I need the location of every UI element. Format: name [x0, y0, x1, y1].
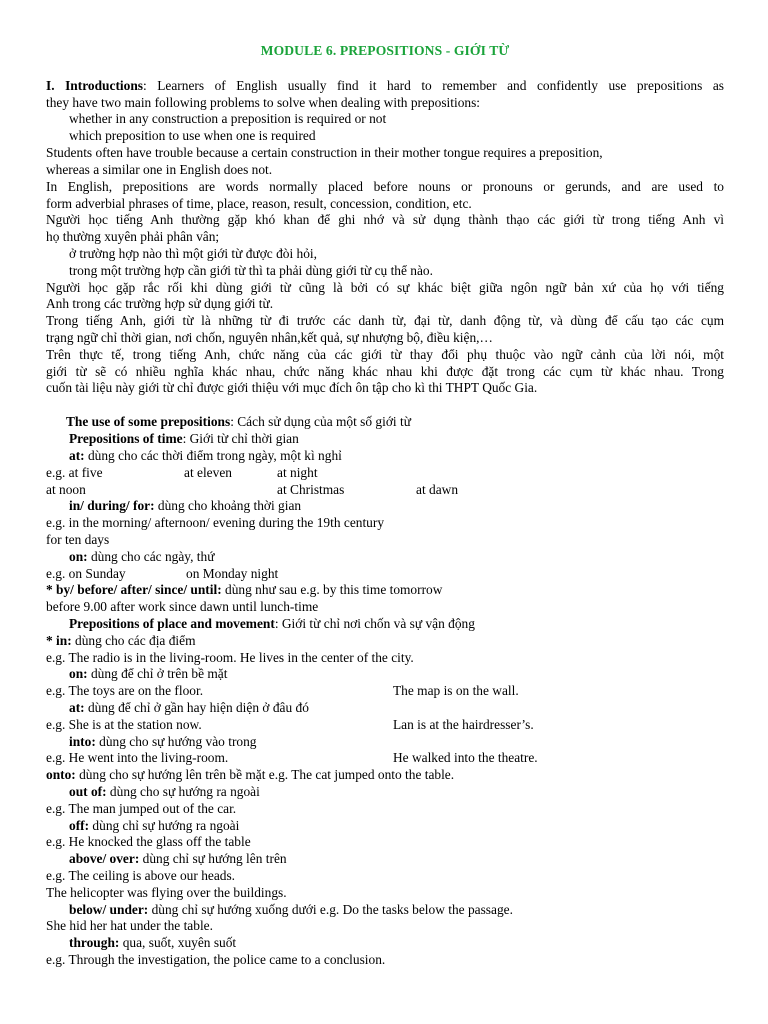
intro-line-18: giới từ sẽ có nhiều nghĩa khác nhau, chức năng khác nhau khi được đặt trong các cụm từ khác nhau. Trong [46, 364, 724, 379]
time-at-desc: dùng cho các thời điểm trong ngày, một kì nghỉ [84, 448, 342, 463]
place-through-label: through: [69, 935, 120, 950]
place-above-line [69, 851, 287, 867]
intro-heading: I. Introductions [46, 78, 143, 93]
time-by-desc: dùng như sau e.g. by this time tomorrow [221, 582, 443, 597]
by-example: before 9.00 after work since dawn until lunch-time [46, 599, 319, 614]
intro-line-5: Students often have trouble because a certain construction in their mother tongue requires a preposition, [46, 145, 603, 160]
at-example-2c: at dawn [416, 482, 459, 497]
place-on-desc: dùng để chỉ ở trên bề mặt [87, 666, 228, 681]
place-at-desc: dùng để chỉ ở gần hay hiện diện ở đâu đó [84, 700, 309, 715]
place-outof-line [69, 784, 260, 800]
place-into-example-a: e.g. He went into the living-room. [46, 750, 229, 765]
place-below-example: She hid her hat under the table. [46, 918, 213, 933]
at-example-2a: at noon [46, 482, 86, 497]
place-on-label: on: [69, 666, 88, 681]
intro-line-6: whereas a similar one in English does not. [46, 162, 273, 177]
at-example-2b: at Christmas [277, 482, 345, 497]
time-on-desc: dùng cho các ngày, thứ [87, 549, 215, 564]
place-into-line [69, 734, 257, 750]
use-heading-line [66, 414, 411, 430]
intro-line-11: ở trường hợp nào thì một giới từ được đòi hỏi, [69, 246, 317, 261]
time-at-label: at: [69, 448, 85, 463]
place-off-desc: dùng chỉ sự hướng ra ngoài [89, 818, 240, 833]
place-below-desc: dùng chỉ sự hướng xuống dưới e.g. Do the tasks below the passage. [148, 902, 513, 917]
place-heading: Prepositions of place and movement [69, 616, 275, 631]
use-heading-rest: : Cách sử dụng của một số giới từ [230, 414, 411, 429]
place-in-line [46, 633, 196, 649]
place-on-line [69, 666, 227, 682]
at-example-1a: e.g. at five [46, 465, 103, 480]
place-into-label: into: [69, 734, 96, 749]
place-outof-label: out of: [69, 784, 107, 799]
intro-line-2: they have two main following problems to solve when dealing with prepositions: [46, 95, 481, 110]
intro-line-10: họ thường xuyên phải phân vân; [46, 229, 220, 244]
time-in-line [69, 498, 301, 514]
intro-line-7: In English, prepositions are words normally placed before nouns or pronouns or gerunds, and are used to [46, 179, 724, 194]
in-example-2: for ten days [46, 532, 110, 547]
place-onto-desc: dùng cho sự hướng lên trên bề mặt e.g. The cat jumped onto the table. [75, 767, 455, 782]
place-in-example: e.g. The radio is in the living-room. He lives in the center of the city. [46, 650, 414, 665]
place-above-label: above/ over: [69, 851, 140, 866]
place-onto-label: onto: [46, 767, 76, 782]
time-heading: Prepositions of time [69, 431, 183, 446]
intro-line-15: Trong tiếng Anh, giới từ là những từ đi trước các danh từ, đại từ, danh động từ, và dùng để cấu tạo các cụm [46, 313, 724, 328]
place-into-desc: dùng cho sự hướng vào trong [95, 734, 257, 749]
on-example-a: e.g. on Sunday [46, 566, 126, 581]
intro-bullet-1: whether in any construction a preposition is required or not [69, 111, 387, 126]
place-through-example: e.g. Through the investigation, the police came to a conclusion. [46, 952, 386, 967]
intro-line-17: Trên thực tế, trong tiếng Anh, chức năng của các giới từ thay đổi phụ thuộc vào ngữ cảnh của lời nói, một [46, 347, 724, 362]
place-at-example-b: Lan is at the hairdresser’s. [393, 717, 534, 732]
place-onto-line [46, 767, 454, 783]
time-on-label: on: [69, 549, 88, 564]
intro-line-1 [46, 78, 724, 94]
place-off-example: e.g. He knocked the glass off the table [46, 834, 251, 849]
place-at-label: at: [69, 700, 85, 715]
intro-line-19: cuốn tài liệu này giới từ chỉ được giới thiệu với mục đích ôn tập cho kì thi THPT Quốc Gia. [46, 380, 538, 395]
time-by-line [46, 582, 442, 598]
page-title: MODULE 6. PREPOSITIONS - GIỚI TỪ [260, 43, 510, 58]
on-example-b: on Monday night [186, 566, 279, 581]
time-in-desc: dùng cho khoảng thời gian [154, 498, 302, 513]
place-off-line [69, 818, 239, 834]
place-outof-example: e.g. The man jumped out of the car. [46, 801, 237, 816]
intro-line-13: Người học gặp rắc rối khi dùng giới từ cũng là bởi có sự khác biệt giữa ngôn ngữ bản xứ của họ với tiếng [46, 280, 724, 295]
place-on-example-a: e.g. The toys are on the floor. [46, 683, 204, 698]
place-above-example-2: The helicopter was flying over the buildings. [46, 885, 287, 900]
time-at-line [69, 448, 342, 464]
place-in-desc: dùng cho các địa điểm [71, 633, 196, 648]
place-at-line [69, 700, 309, 716]
place-on-example-b: The map is on the wall. [393, 683, 519, 698]
time-heading-rest: : Giới từ chỉ thời gian [182, 431, 299, 446]
time-on-line [69, 549, 214, 565]
intro-line-8: form adverbial phrases of time, place, reason, result, concession, condition, etc. [46, 196, 472, 211]
intro-text: : Learners of English usually find it hard to remember and confidently use prepositions as [142, 78, 724, 93]
intro-line-9: Người học tiếng Anh thường gặp khó khan để ghi nhớ và sử dụng thành thạo các giới từ trong tiếng Anh vì [46, 212, 724, 227]
use-heading: The use of some prepositions [66, 414, 231, 429]
time-heading-line [69, 431, 299, 447]
place-outof-desc: dùng cho sự hướng ra ngoài [106, 784, 260, 799]
place-off-label: off: [69, 818, 90, 833]
intro-line-16: trạng ngữ chỉ thời gian, nơi chốn, nguyên nhân,kết quả, sự nhượng bộ, điều kiện,… [46, 330, 493, 345]
at-example-1b: at eleven [184, 465, 232, 480]
place-above-desc: dùng chỉ sự hướng lên trên [139, 851, 287, 866]
time-in-label: in/ during/ for: [69, 498, 155, 513]
intro-bullet-2: which preposition to use when one is required [69, 128, 316, 143]
place-below-line [69, 902, 513, 918]
place-into-example-b: He walked into the theatre. [393, 750, 538, 765]
place-in-label: * in: [46, 633, 72, 648]
place-above-example-1: e.g. The ceiling is above our heads. [46, 868, 236, 883]
place-at-example-a: e.g. She is at the station now. [46, 717, 202, 732]
time-by-label: * by/ before/ after/ since/ until: [46, 582, 222, 597]
place-heading-line [69, 616, 475, 632]
at-example-1c: at night [277, 465, 318, 480]
intro-line-14: Anh trong các trường hợp sử dụng giới từ. [46, 296, 274, 311]
place-through-desc: qua, suốt, xuyên suốt [119, 935, 237, 950]
intro-line-12: trong một trường hợp cần giới từ thì ta phải dùng giới từ cụ thể nào. [69, 263, 433, 278]
place-through-line [69, 935, 236, 951]
place-heading-rest: : Giới từ chỉ nơi chốn và sự vận động [274, 616, 475, 631]
in-example-1: e.g. in the morning/ afternoon/ evening during the 19th century [46, 515, 385, 530]
place-below-label: below/ under: [69, 902, 149, 917]
